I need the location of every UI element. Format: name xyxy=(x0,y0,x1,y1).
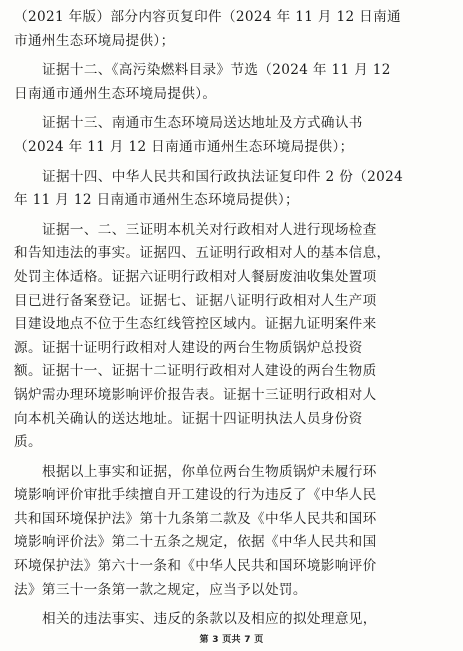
document-body xyxy=(14,6,450,632)
text-line: 共和国环境保护法》第十九条第二款及《中华人民共和国环 xyxy=(14,510,377,527)
text-line: 相关的违法事实、违反的条款以及相应的拟处理意见， xyxy=(42,611,377,628)
text-line: （2024 年 11 月 12 日南通市通州生态环境局提供）； xyxy=(14,138,354,155)
text-line: 向本机关确认的送达地址。证据十四证明执法人员身份资 xyxy=(14,410,363,427)
text-line: 境影响评价审批手续擅自开工建设的行为违反了《中华人民 xyxy=(14,487,377,504)
text-line: 额。证据十一、证据十二证明行政相对人建设的两台生物质 xyxy=(14,363,377,380)
text-line: 质。 xyxy=(14,434,42,451)
text-line: 目已进行备案登记。证据七、证据八证明行政相对人生产项 xyxy=(14,292,377,309)
text-line: 目建设地点不位于生态红线管控区域内。证据九证明案件来 xyxy=(14,316,377,333)
text-line: 源。证据十证明行政相对人建设的两台生物质锅炉总投资 xyxy=(14,339,363,356)
text-line: 日南通市通州生态环境局提供）。 xyxy=(14,85,217,102)
text-line: 锅炉需办理环境影响评价报告表。证据十三证明行政相对人 xyxy=(14,386,377,403)
text-line: （2021 年版）部分内容页复印件（2024 年 11 月 12 日南通 xyxy=(14,9,401,25)
evidence-12-line: 证据十二、《高污染燃料目录》节选（2024 年 11 月 12 xyxy=(42,62,391,79)
evidence-13-line: 证据十三、南通市生态环境局送达地址及方式确认书 xyxy=(42,115,363,132)
text-line: 法》第三十一条第一款之规定，应当予以处罚。 xyxy=(14,581,307,598)
text-line: 环境保护法》第六十一条和《中华人民共和国环境影响评价 xyxy=(14,558,377,575)
evidence-14-line: 证据十四、中华人民共和国行政执法证复印件 2 份（2024 xyxy=(42,168,404,185)
text-line: 境影响评价法》第二十五条之规定，依据《中华人民共和国 xyxy=(14,534,377,551)
text-line: 和告知违法的事实。证据四、五证明行政相对人的基本信息， xyxy=(14,245,391,262)
text-line: 处罚主体适格。证据六证明行政相对人餐厨废油收集处置项 xyxy=(14,268,377,285)
evidence-summary-line: 证据一、二、三证明本机关对行政相对人进行现场检查 xyxy=(42,221,377,238)
conclusion-line: 根据以上事实和证据，你单位两台生物质锅炉未履行环 xyxy=(42,463,377,480)
text-line: 市通州生态环境局提供）； xyxy=(14,32,175,49)
text-line: 年 11 月 12 日南通市通州生态环境局提供）； xyxy=(14,192,299,209)
page-number: 第 3 页共 7 页 xyxy=(199,635,264,645)
